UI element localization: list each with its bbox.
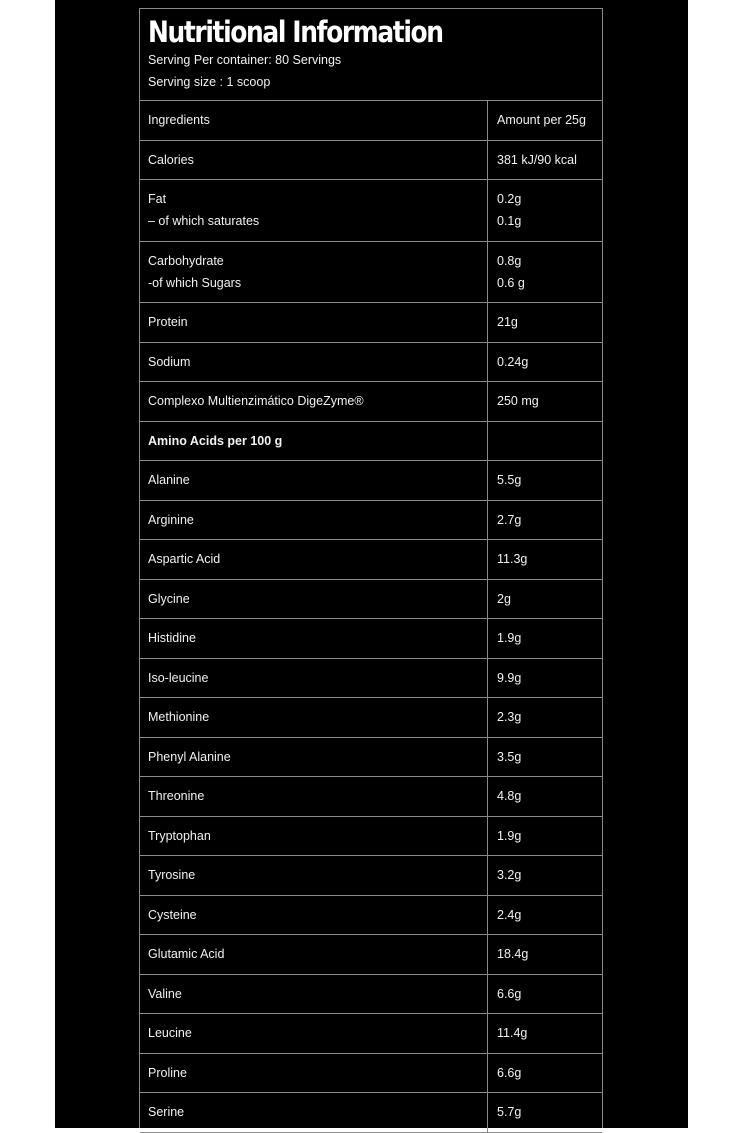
nutrient-name-cell: [140, 422, 488, 461]
nutrient-value-cell: [488, 382, 602, 421]
nutrient-value-cell: [488, 738, 602, 777]
nutrient-name-cell: [140, 1054, 488, 1093]
nutrient-amount: 4.8g: [497, 789, 522, 804]
header-cell-ingredients: [140, 101, 488, 140]
nutrient-name-cell: [140, 619, 488, 658]
label-header: [140, 9, 602, 101]
table-row: [140, 698, 602, 738]
table-header-row: [140, 101, 602, 141]
nutrient-value-cell: [488, 935, 602, 974]
nutrient-name: Calories: [148, 152, 194, 167]
nutrient-name: Glycine: [148, 591, 190, 606]
nutrient-name: Complexo Multienzimático DigeZyme®: [148, 394, 364, 409]
nutrient-value-cell: [488, 698, 602, 737]
nutrient-name: Arginine: [148, 512, 194, 527]
table-row: [140, 817, 602, 857]
nutrient-value-cell: [488, 461, 602, 500]
nutrient-amount: 18.4g: [497, 947, 529, 962]
nutrient-value-cell: [488, 856, 602, 895]
label-title: Nutritional Information: [148, 15, 443, 49]
table-row: [140, 422, 602, 462]
table-row: [140, 501, 602, 541]
table-row: [140, 461, 602, 501]
nutrient-name-cell: [140, 856, 488, 895]
table-row: [140, 303, 602, 343]
nutrient-value-cell: [488, 1093, 602, 1132]
nutrient-value-cell: [488, 422, 602, 461]
nutrient-name: Tyrosine: [148, 868, 196, 883]
nutrient-amount: 11.3g: [497, 552, 528, 567]
nutrient-amount: 1.9g: [497, 631, 522, 646]
nutrient-value-cell: [488, 540, 602, 579]
nutrient-amount: 21g: [497, 315, 518, 330]
nutrient-name: Histidine: [148, 631, 196, 646]
nutrient-amount: 5.7g: [497, 1105, 522, 1120]
nutrient-name: Fat: [148, 192, 167, 207]
table-row: [140, 1093, 602, 1133]
nutrient-name: Valine: [148, 986, 182, 1001]
nutrient-name: Amino Acids per 100 g: [148, 433, 283, 448]
nutrient-name: Leucine: [148, 1026, 192, 1041]
nutrient-name: Carbohydrate: [148, 253, 224, 268]
table-row: [140, 975, 602, 1015]
nutrient-name: Sodium: [148, 354, 191, 369]
nutrient-value-cell: [488, 501, 602, 540]
nutrient-name: Tryptophan: [148, 828, 211, 843]
nutrition-label: [139, 8, 603, 1128]
nutrient-amount: 250 mg: [497, 394, 539, 409]
nutrient-name: Threonine: [148, 789, 205, 804]
nutrient-name-cell: [140, 1014, 488, 1053]
table-row: [140, 738, 602, 778]
nutrient-name: Glutamic Acid: [148, 947, 225, 962]
nutrient-amount: 6.6g: [497, 986, 522, 1001]
nutrient-amount: 5.5g: [497, 473, 522, 488]
table-row: [140, 777, 602, 817]
nutrient-value-cell: [488, 619, 602, 658]
nutrient-name-cell: [140, 935, 488, 974]
table-row: [140, 1054, 602, 1094]
nutrient-name: Methionine: [148, 710, 210, 725]
nutrient-rows: [140, 141, 602, 1133]
serving-size: Serving size : 1 scoop: [148, 75, 271, 89]
nutrient-amount: 2.7g: [497, 512, 522, 527]
nutrient-amount: 11.4g: [497, 1026, 528, 1041]
nutrient-sub-amount: 0.1g: [497, 214, 522, 229]
nutrient-name-cell: [140, 777, 488, 816]
table-row: [140, 580, 602, 620]
nutrient-name-cell: [140, 180, 488, 241]
nutrient-name-cell: [140, 141, 488, 180]
nutrient-amount: 3.2g: [497, 868, 522, 883]
servings-per-container: Serving Per container: 80 Servings: [148, 53, 342, 67]
nutrient-value-cell: [488, 777, 602, 816]
nutrient-amount: 2.3g: [497, 710, 522, 725]
table-row: [140, 856, 602, 896]
nutrient-name-cell: [140, 738, 488, 777]
nutrient-amount: 9.9g: [497, 670, 522, 685]
nutrient-name: Phenyl Alanine: [148, 749, 231, 764]
nutrient-value-cell: [488, 242, 602, 303]
header-ingredients-label: Ingredients: [148, 113, 210, 128]
table-row: [140, 1014, 602, 1054]
table-row: [140, 896, 602, 936]
nutrient-value-cell: [488, 975, 602, 1014]
nutrient-value-cell: [488, 1014, 602, 1053]
header-cell-amount: [488, 101, 602, 140]
nutrient-amount: 1.9g: [497, 828, 522, 843]
nutrient-name: Protein: [148, 315, 188, 330]
nutrient-name-cell: [140, 896, 488, 935]
nutrient-value-cell: [488, 343, 602, 382]
nutrient-name: Cysteine: [148, 907, 197, 922]
nutrient-name-cell: [140, 580, 488, 619]
nutrient-amount: 6.6g: [497, 1065, 522, 1080]
nutrient-value-cell: [488, 817, 602, 856]
nutrient-name-cell: [140, 659, 488, 698]
table-row: [140, 659, 602, 699]
nutrient-name-cell: [140, 817, 488, 856]
nutrient-value-cell: [488, 1054, 602, 1093]
table-row: [140, 382, 602, 422]
nutrient-name-cell: [140, 501, 488, 540]
header-amount-label: Amount per 25g: [497, 113, 586, 128]
nutrient-name-cell: [140, 540, 488, 579]
nutrient-value-cell: [488, 659, 602, 698]
nutrient-amount: 0.2g: [497, 192, 522, 207]
nutrient-amount: 0.24g: [497, 354, 529, 369]
nutrient-amount: 3.5g: [497, 749, 522, 764]
table-row: [140, 935, 602, 975]
nutrient-name-cell: [140, 461, 488, 500]
nutrient-name-cell: [140, 303, 488, 342]
nutrient-value-cell: [488, 580, 602, 619]
nutrient-amount: 2.4g: [497, 907, 522, 922]
nutrient-amount: 2g: [497, 591, 511, 606]
nutrient-sub-amount: 0.6 g: [497, 275, 525, 290]
table-row: [140, 141, 602, 181]
table-row: [140, 619, 602, 659]
nutrient-name-cell: [140, 975, 488, 1014]
nutrient-value-cell: [488, 180, 602, 241]
nutrient-name: Serine: [148, 1105, 185, 1120]
nutrient-value-cell: [488, 303, 602, 342]
table-row: [140, 180, 602, 242]
nutrient-name-cell: [140, 698, 488, 737]
table-row: [140, 242, 602, 304]
nutrient-amount: 0.8g: [497, 253, 522, 268]
nutrient-name-cell: [140, 1093, 488, 1132]
nutrient-amount: 381 kJ/90 kcal: [497, 152, 577, 167]
nutrient-sub-name: -of which Sugars: [148, 275, 242, 290]
nutrient-name-cell: [140, 382, 488, 421]
nutrient-value-cell: [488, 896, 602, 935]
nutrient-sub-name: – of which saturates: [148, 214, 260, 229]
table-row: [140, 343, 602, 383]
nutrient-value-cell: [488, 141, 602, 180]
nutrient-name: Alanine: [148, 473, 190, 488]
nutrient-name: Proline: [148, 1065, 187, 1080]
nutrient-name-cell: [140, 242, 488, 303]
table-row: [140, 540, 602, 580]
nutrient-name: Iso-leucine: [148, 670, 209, 685]
nutrient-name-cell: [140, 343, 488, 382]
nutrient-name: Aspartic Acid: [148, 552, 221, 567]
